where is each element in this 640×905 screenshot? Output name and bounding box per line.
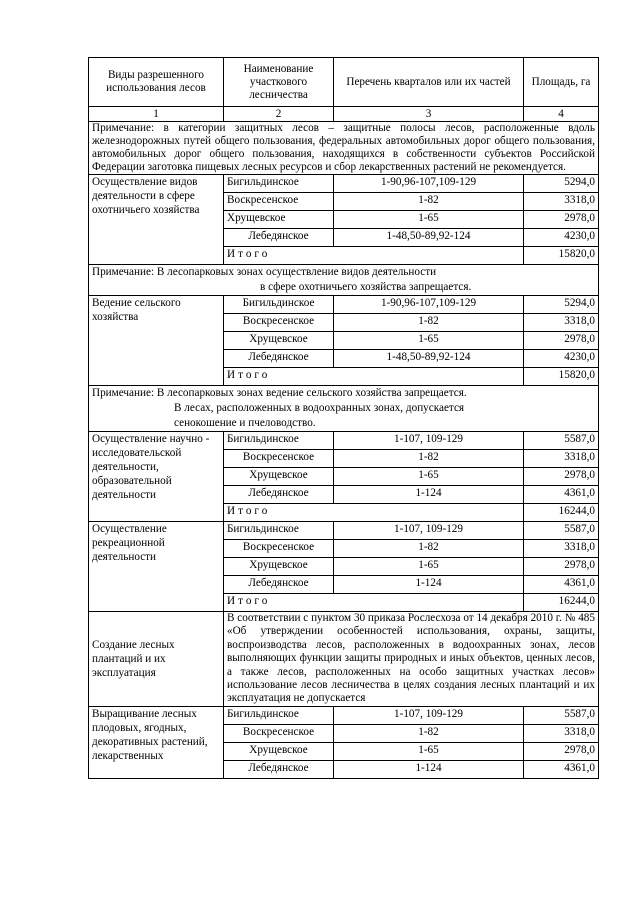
forestry-name: Хрущевское bbox=[224, 742, 334, 760]
note-protective-strips: Примечание: в категории защитных лесов – защитные полосы лесов, расположенные вдоль железнодорожных путей общего пользования, федеральных автомобильных дорог общего пользования, автомобильных дорог общего пользования, находящихся в собственности субъектов Российской Федерации заготовка пищевых лесных ресурсов и сбор лекарственных растений не рекомендуется. bbox=[89, 122, 599, 175]
forestry-name: Воскресенское bbox=[224, 450, 334, 468]
total-label: Итого bbox=[224, 594, 524, 612]
header-quarters: Перечень кварталов или их частей bbox=[334, 58, 524, 107]
quarters: 1-124 bbox=[334, 576, 524, 594]
area: 5587,0 bbox=[524, 432, 599, 450]
quarters: 1-82 bbox=[334, 314, 524, 332]
forestry-name: Воскресенское bbox=[224, 314, 334, 332]
total-label: Итого bbox=[224, 504, 524, 522]
use-type-research: Осуществление научно - исследовательской деятельности, образовательной деятельности bbox=[89, 432, 224, 522]
forestry-name: Бигильдинское bbox=[224, 432, 334, 450]
forestry-name: Хрущевское bbox=[224, 468, 334, 486]
quarters: 1-82 bbox=[334, 193, 524, 211]
area: 4230,0 bbox=[524, 229, 599, 247]
area: 5294,0 bbox=[524, 296, 599, 314]
table-row bbox=[89, 706, 599, 724]
area: 2978,0 bbox=[524, 468, 599, 486]
area: 2978,0 bbox=[524, 558, 599, 576]
note-line: Примечание: В лесопарковых зонах ведение сельского хозяйства запрещается. bbox=[92, 387, 467, 399]
area: 5294,0 bbox=[524, 175, 599, 193]
column-number-1: 1 bbox=[89, 107, 224, 122]
quarters: 1-65 bbox=[334, 468, 524, 486]
area: 4361,0 bbox=[524, 760, 599, 778]
quarters: 1-90,96-107,109-129 bbox=[334, 296, 524, 314]
quarters: 1-82 bbox=[334, 724, 524, 742]
quarters: 1-65 bbox=[334, 558, 524, 576]
quarters: 1-124 bbox=[334, 760, 524, 778]
area: 5587,0 bbox=[524, 706, 599, 724]
note-row bbox=[89, 122, 599, 175]
header-row bbox=[89, 58, 599, 107]
area: 4361,0 bbox=[524, 576, 599, 594]
quarters: 1-65 bbox=[334, 211, 524, 229]
quarters: 1-48,50-89,92-124 bbox=[334, 350, 524, 368]
forest-use-table bbox=[88, 57, 599, 779]
quarters: 1-124 bbox=[334, 486, 524, 504]
header-area: Площадь, га bbox=[524, 58, 599, 107]
quarters: 1-82 bbox=[334, 540, 524, 558]
note-row bbox=[89, 386, 599, 432]
forestry-name: Лебедянское bbox=[224, 576, 334, 594]
forestry-name: Бигильдинское bbox=[224, 522, 334, 540]
area: 3318,0 bbox=[524, 724, 599, 742]
quarters: 1-107, 109-129 bbox=[334, 432, 524, 450]
quarters: 1-82 bbox=[334, 450, 524, 468]
use-type-recreation: Осуществление рекреационной деятельности bbox=[89, 522, 224, 612]
table-row bbox=[89, 175, 599, 193]
column-number-3: 3 bbox=[334, 107, 524, 122]
forestry-name: Хрущевское bbox=[224, 211, 334, 229]
area: 5587,0 bbox=[524, 522, 599, 540]
total-area: 15820,0 bbox=[524, 368, 599, 386]
area: 3318,0 bbox=[524, 193, 599, 211]
use-type-hunting: Осуществление видов деятельности в сфере охотничьего хозяйства bbox=[89, 175, 224, 265]
area: 2978,0 bbox=[524, 211, 599, 229]
forestry-name: Лебедянское bbox=[224, 229, 334, 247]
area: 3318,0 bbox=[524, 314, 599, 332]
quarters: 1-90,96-107,109-129 bbox=[334, 175, 524, 193]
note-hunting bbox=[89, 265, 599, 296]
use-type-agriculture: Ведение сельского хозяйства bbox=[89, 296, 224, 386]
forestry-name: Лебедянское bbox=[224, 350, 334, 368]
quarters: 1-48,50-89,92-124 bbox=[334, 229, 524, 247]
forestry-name: Хрущевское bbox=[224, 332, 334, 350]
note-line: сенокошение и пчеловодство. bbox=[174, 417, 316, 429]
total-area: 16244,0 bbox=[524, 594, 599, 612]
forestry-name: Лебедянское bbox=[224, 486, 334, 504]
area: 2978,0 bbox=[524, 742, 599, 760]
forestry-name: Бигильдинское bbox=[224, 175, 334, 193]
use-type-cultivation: Выращивание лесных плодовых, ягодных, декоративных растений, лекарственных bbox=[89, 706, 224, 778]
total-area: 16244,0 bbox=[524, 504, 599, 522]
table-row bbox=[89, 522, 599, 540]
forestry-name: Бигильдинское bbox=[224, 706, 334, 724]
plantations-text: В соответствии с пунктом 30 приказа Рослесхоза от 14 декабря 2010 г. № 485 «Об утверждении особенностей использования, охраны, защиты, воспроизводства лесов, расположенных в водоохранных зонах, лесов выполняющих функции защиты природных и иных объектов, ценных лесов, а также лесов, расположенных на особо защитных участках лесов» использование лесов лесничества в целях создания лесных плантаций и их эксплуатация не допускается bbox=[224, 612, 599, 707]
table-row bbox=[89, 432, 599, 450]
quarters: 1-65 bbox=[334, 742, 524, 760]
table-row bbox=[89, 612, 599, 707]
total-label: Итого bbox=[224, 368, 524, 386]
area: 3318,0 bbox=[524, 450, 599, 468]
total-area: 15820,0 bbox=[524, 247, 599, 265]
total-label: Итого bbox=[224, 247, 524, 265]
area: 3318,0 bbox=[524, 540, 599, 558]
note-line: Примечание: В лесопарковых зонах осуществление видов деятельности bbox=[92, 266, 437, 278]
column-numbers-row bbox=[89, 107, 599, 122]
column-number-2: 2 bbox=[224, 107, 334, 122]
area: 2978,0 bbox=[524, 332, 599, 350]
quarters: 1-107, 109-129 bbox=[334, 522, 524, 540]
forestry-name: Воскресенское bbox=[224, 540, 334, 558]
area: 4230,0 bbox=[524, 350, 599, 368]
area: 4361,0 bbox=[524, 486, 599, 504]
forestry-name: Бигильдинское bbox=[224, 296, 334, 314]
forestry-name: Воскресенское bbox=[224, 724, 334, 742]
quarters: 1-65 bbox=[334, 332, 524, 350]
forestry-name: Лебедянское bbox=[224, 760, 334, 778]
column-number-4: 4 bbox=[524, 107, 599, 122]
forestry-name: Воскресенское bbox=[224, 193, 334, 211]
note-line: в сфере охотничьего хозяйства запрещается. bbox=[260, 281, 472, 293]
use-type-plantations: Создание лесных плантаций и их эксплуатация bbox=[89, 612, 224, 707]
header-forestry-name: Наименование участкового лесничества bbox=[224, 58, 334, 107]
note-agriculture bbox=[89, 386, 599, 432]
header-use-type: Виды разрешенного использования лесов bbox=[89, 58, 224, 107]
note-row bbox=[89, 265, 599, 296]
note-line: В лесах, расположенных в водоохранных зонах, допускается bbox=[174, 402, 465, 414]
table-row bbox=[89, 296, 599, 314]
quarters: 1-107, 109-129 bbox=[334, 706, 524, 724]
forestry-name: Хрущевское bbox=[224, 558, 334, 576]
